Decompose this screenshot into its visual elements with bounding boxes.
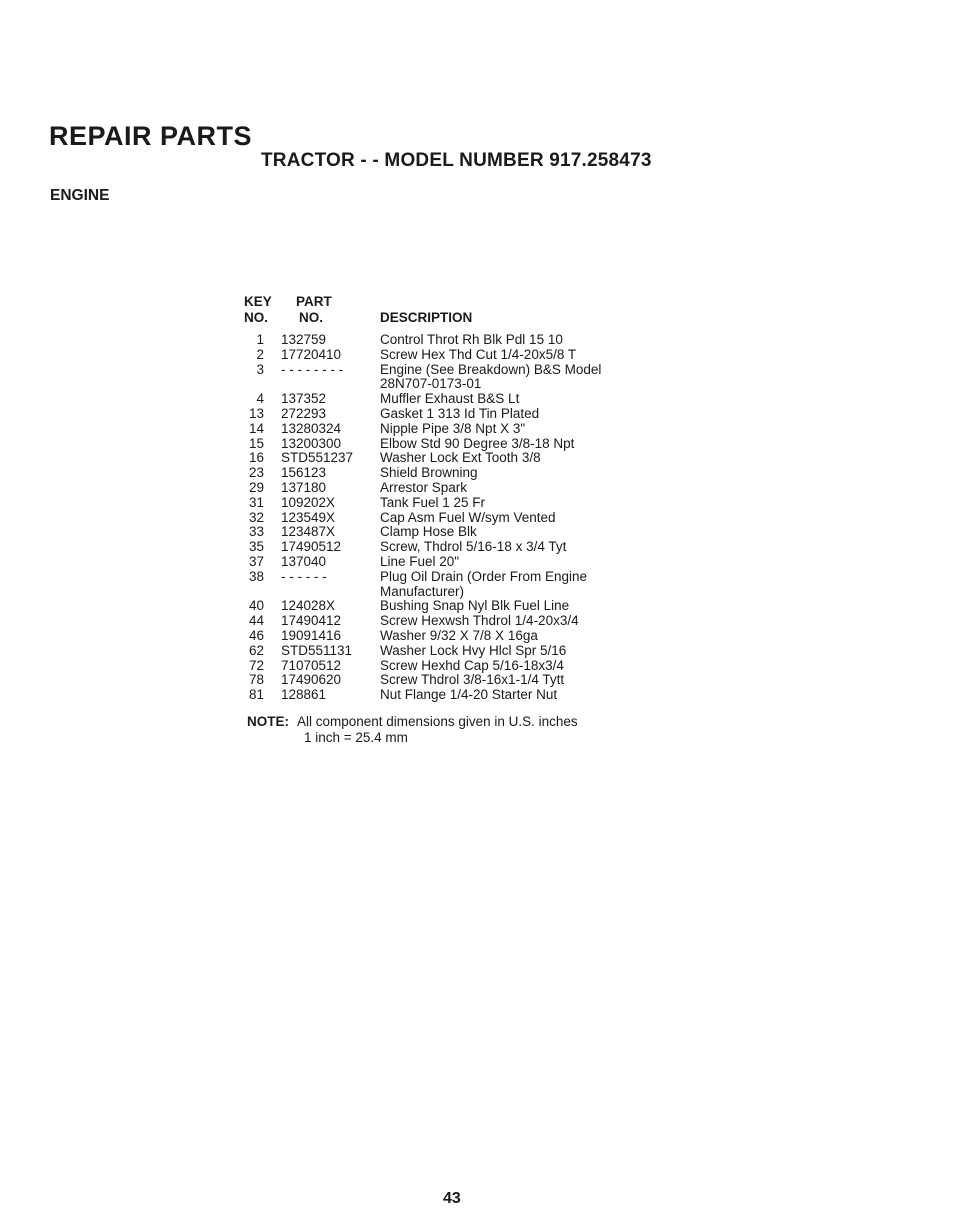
table-row (0, 644, 954, 659)
part-description: Muffler Exhaust B&S Lt (380, 391, 520, 407)
table-row (0, 555, 954, 570)
part-number: 19091416 (281, 627, 342, 643)
part-description: Washer 9/32 X 7/8 X 16ga (380, 627, 538, 643)
key-number: 31 (248, 494, 264, 510)
key-number: 32 (248, 509, 264, 525)
page-title: REPAIR PARTS (49, 121, 253, 151)
part-description: Washer Lock Hvy Hlcl Spr 5/16 (380, 642, 567, 658)
table-row (0, 407, 954, 422)
section-title: ENGINE (50, 187, 110, 204)
part-number: 272293 (281, 405, 327, 421)
part-number: 123549X (281, 509, 336, 525)
key-header-line2: NO. (244, 310, 269, 325)
key-number: 13 (248, 405, 264, 421)
key-number: 44 (248, 613, 264, 629)
key-number: 37 (248, 553, 264, 569)
key-number: 62 (248, 642, 264, 658)
part-number: 13200300 (281, 435, 342, 451)
part-description: Screw Hexhd Cap 5/16-18x3/4 (380, 657, 564, 673)
part-header (296, 294, 332, 326)
part-header-line2: NO. (299, 310, 324, 325)
part-description: Gasket 1 313 Id Tin Plated (380, 405, 540, 421)
part-description: Plug Oil Drain (Order From Engine Manufacturer) (380, 568, 588, 599)
part-description: Screw, Thdrol 5/16-18 x 3/4 Tyt (380, 539, 567, 555)
note (247, 714, 578, 745)
table-row (0, 496, 954, 511)
table-row (0, 333, 954, 348)
table-row (0, 659, 954, 674)
part-number: 109202X (281, 494, 336, 510)
part-number: 17490620 (281, 672, 342, 688)
table-row (0, 614, 954, 629)
part-number: 13280324 (281, 420, 342, 436)
part-number: - - - - - - (281, 568, 327, 584)
parts-table (0, 333, 954, 703)
table-row (0, 481, 954, 496)
key-number: 72 (248, 657, 264, 673)
key-number: 33 (248, 524, 264, 540)
key-number: 4 (256, 391, 264, 407)
key-number: 81 (248, 687, 264, 703)
key-number: 2 (256, 346, 264, 362)
part-number: 123487X (281, 524, 336, 540)
part-description: Nut Flange 1/4-20 Starter Nut (380, 687, 558, 703)
part-description: Engine (See Breakdown) B&S Model 28N707-0173-01 (380, 361, 602, 392)
key-number: 15 (248, 435, 264, 451)
table-row (0, 599, 954, 614)
part-description: Elbow Std 90 Degree 3/8-18 Npt (380, 435, 575, 451)
part-number: 156123 (281, 465, 327, 481)
part-description: Bushing Snap Nyl Blk Fuel Line (380, 598, 570, 614)
page-number: 43 (443, 1190, 461, 1207)
key-number: 23 (248, 465, 264, 481)
part-description: Screw Thdrol 3/8-16x1-1/4 Tytt (380, 672, 565, 688)
table-row (0, 511, 954, 526)
note-label: NOTE: (247, 714, 289, 729)
part-description: Nipple Pipe 3/8 Npt X 3" (380, 420, 526, 436)
part-description: Shield Browning (380, 465, 478, 481)
part-description: Control Throt Rh Blk Pdl 15 10 (380, 332, 563, 347)
part-number: 17490412 (281, 613, 342, 629)
part-header-line1: PART (296, 294, 332, 309)
table-row (0, 673, 954, 688)
table-row (0, 437, 954, 452)
table-row (0, 540, 954, 555)
key-header-line1: KEY (244, 294, 272, 309)
key-number: 3 (256, 361, 264, 377)
table-row (0, 570, 954, 600)
table-row (0, 392, 954, 407)
part-number: 137352 (281, 391, 327, 407)
part-number: STD551131 (281, 642, 353, 658)
key-number: 38 (248, 568, 264, 584)
table-row (0, 688, 954, 703)
key-header (244, 294, 272, 326)
key-number: 1 (256, 332, 264, 347)
table-row (0, 466, 954, 481)
model-title: TRACTOR - - MODEL NUMBER 917.258473 (261, 150, 652, 171)
part-description: Cap Asm Fuel W/sym Vented (380, 509, 556, 525)
table-row (0, 525, 954, 540)
key-number: 40 (248, 598, 264, 614)
part-description: Screw Hex Thd Cut 1/4-20x5/8 T (380, 346, 577, 362)
part-number: - - - - - - - - (281, 361, 344, 377)
part-number: 137040 (281, 553, 327, 569)
description-header: DESCRIPTION (380, 310, 473, 325)
key-number: 35 (248, 539, 264, 555)
part-description: Tank Fuel 1 25 Fr (380, 494, 486, 510)
key-number: 29 (248, 479, 264, 495)
part-number: 128861 (281, 687, 327, 703)
table-row (0, 348, 954, 363)
part-number: 17720410 (281, 346, 342, 362)
part-description: Clamp Hose Blk (380, 524, 477, 540)
key-number: 78 (248, 672, 264, 688)
part-description: Washer Lock Ext Tooth 3/8 (380, 450, 541, 466)
part-description: Line Fuel 20" (380, 553, 460, 569)
part-number: STD551237 (281, 450, 354, 466)
part-number: 17490512 (281, 539, 342, 555)
key-number: 14 (248, 420, 264, 436)
part-description: Screw Hexwsh Thdrol 1/4-20x3/4 (380, 613, 579, 629)
table-row (0, 451, 954, 466)
part-number: 124028X (281, 598, 336, 614)
table-row (0, 422, 954, 437)
table-row (0, 363, 954, 393)
key-number: 46 (248, 627, 264, 643)
part-number: 132759 (281, 332, 327, 347)
note-line2: 1 inch = 25.4 mm (304, 730, 408, 745)
part-number: 137180 (281, 479, 327, 495)
note-line1: All component dimensions given in U.S. inches (297, 714, 578, 729)
key-number: 16 (248, 450, 264, 466)
table-row (0, 629, 954, 644)
part-description: Arrestor Spark (380, 479, 468, 495)
part-number: 71070512 (281, 657, 342, 673)
